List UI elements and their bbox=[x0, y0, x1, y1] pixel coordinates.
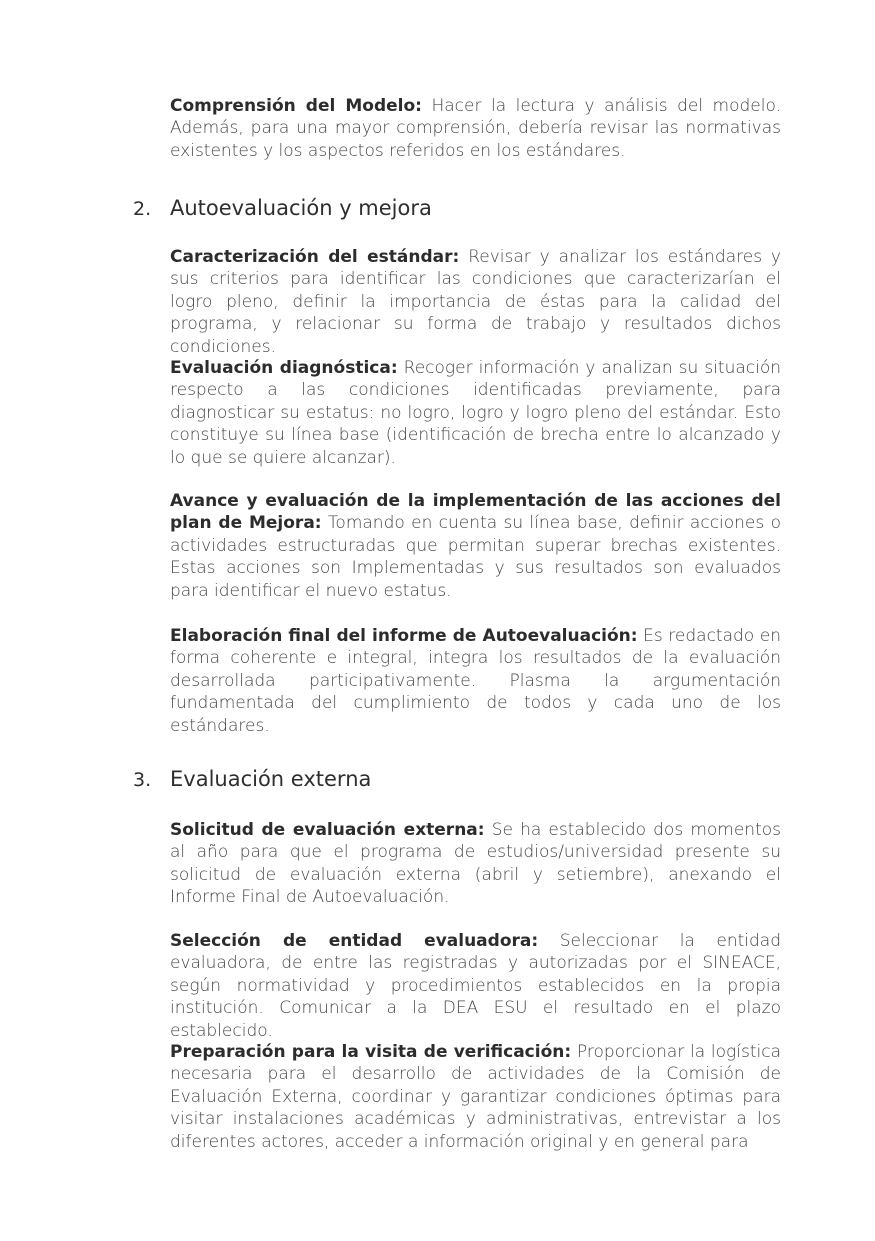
paragraph-comprension bbox=[170, 95, 781, 162]
text-solicitud: Se ha establecido dos momentos al año para que el programa de estudios/universidad presente su solicitud de evaluación externa (abril y setiembre), anexando el Informe Final de Autoevaluación. bbox=[170, 820, 781, 908]
text-seleccion: Seleccionar la entidad evaluadora, de entre las registradas y autorizadas por el SINEACE, según normatividad y procedimientos establecidos en la propia institución. Comunicar a la DEA ESU el resultado en el plazo establecido. bbox=[170, 931, 782, 1041]
term-comprension: Comprensión del Modelo: bbox=[170, 96, 422, 116]
section-number: 2. bbox=[133, 198, 152, 220]
paragraph-caracterizacion bbox=[170, 246, 781, 358]
term-solicitud: Solicitud de evaluación externa: bbox=[170, 820, 485, 840]
text-caracterizacion: Revisar y analizar los estándares y sus criterios para identificar las condiciones que caracterizarían el logro pleno, definir la importancia de éstas para la calidad del programa, y relacionar su forma de trabajo y resultados dichos condiciones. bbox=[170, 247, 781, 357]
term-evaluacion-diagnostica: Evaluación diagnóstica: bbox=[170, 358, 398, 378]
paragraph-seleccion bbox=[170, 930, 781, 1042]
text-comprension: Hacer la lectura y análisis del modelo. Además, para una mayor comprensión, debería revisar las normativas existentes y los aspectos referidos en los estándares. bbox=[170, 96, 781, 161]
paragraph-avance-evaluacion bbox=[170, 490, 781, 602]
section-title: Autoevaluación y mejora bbox=[170, 196, 432, 220]
paragraph-elaboracion-informe bbox=[170, 625, 781, 737]
term-preparacion: Preparación para la visita de verificación: bbox=[170, 1042, 572, 1062]
text-elaboracion-informe: Es redactado en forma coherente e integral, integra los resultados de la evaluación desarrollada participativamente. Plasma la argumentación fundamentada del cumplimiento de todos y cada uno de los estándares. bbox=[170, 626, 781, 736]
term-elaboracion-informe: Elaboración final del informe de Autoevaluación: bbox=[170, 626, 638, 646]
paragraph-evaluacion-diagnostica bbox=[170, 357, 781, 469]
section-title: Evaluación externa bbox=[170, 767, 372, 791]
term-caracterizacion: Caracterización del estándar: bbox=[170, 247, 460, 267]
section-heading-3 bbox=[133, 767, 371, 791]
section-heading-2 bbox=[133, 196, 432, 220]
term-avance-evaluacion: Avance y evaluación de la implementación de las acciones del plan de Mejora: bbox=[170, 491, 781, 534]
text-evaluacion-diagnostica: Recoger información y analizan su situación respecto a las condiciones identificadas previamente, para diagnosticar su estatus: no logro, logro y logro pleno del estándar. Esto constituye su línea base (identificación de brecha entre lo alcanzado y lo que se quiere alcanzar). bbox=[170, 358, 782, 468]
paragraph-preparacion bbox=[170, 1041, 781, 1153]
section-number: 3. bbox=[133, 769, 152, 791]
term-seleccion: Selección de entidad evaluadora: bbox=[170, 931, 539, 951]
text-avance-evaluacion: Tomando en cuenta su línea base, definir acciones o actividades estructuradas que permitan superar brechas existentes. Estas acciones son Implementadas y sus resultados son evaluados para identificar el nuevo estatus. bbox=[170, 513, 781, 601]
text-preparacion: Proporcionar la logística necesaria para el desarrollo de actividades de la Comisión de Evaluación Externa, coordinar y garantizar condiciones óptimas para visitar instalaciones académicas y administrativas, entrevistar a los diferentes actores, acceder a información original y en general para bbox=[170, 1042, 781, 1152]
paragraph-solicitud bbox=[170, 819, 781, 909]
